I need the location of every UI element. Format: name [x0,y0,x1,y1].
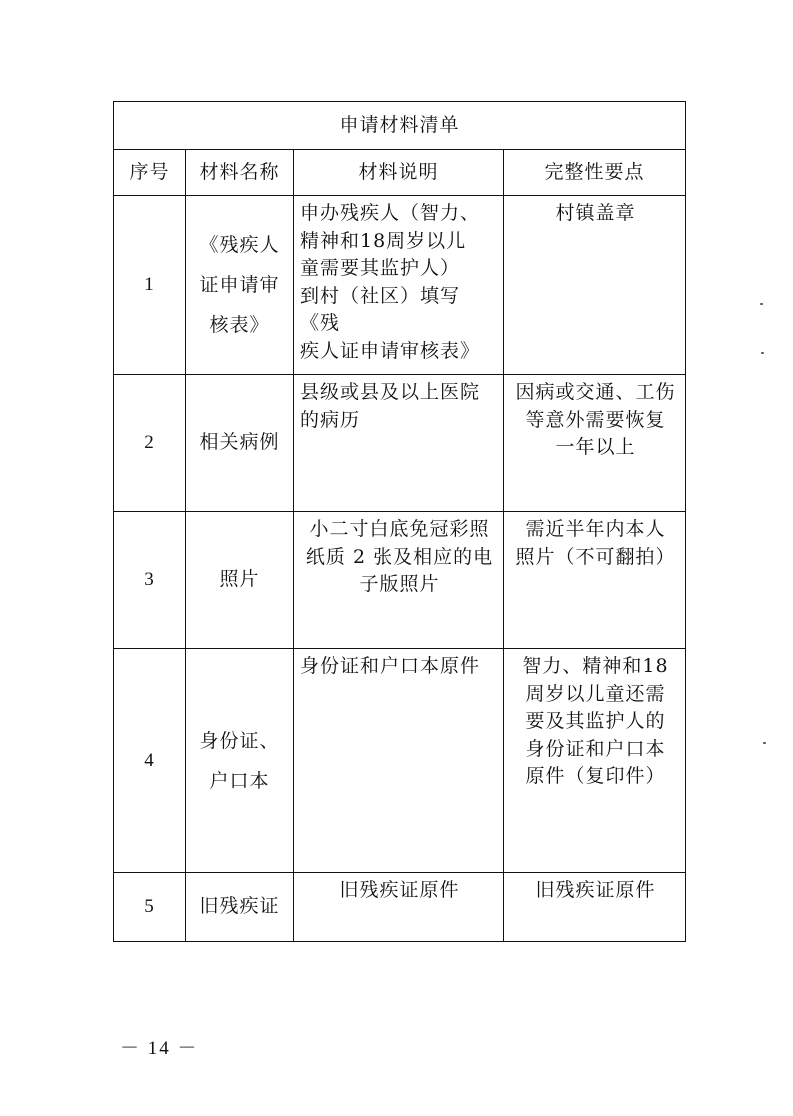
row-number: 4 [114,649,186,873]
completeness-requirement [504,512,686,649]
material-name [186,375,294,512]
materials-table [113,101,686,942]
name-line: 旧残疾证 [199,895,280,918]
req-line: 需近半年内本人 [525,518,666,540]
desc-line: 旧残疾证原件 [339,879,460,901]
req-line: 村镇盖章 [555,202,636,224]
name-line: 户口本 [209,769,270,792]
req-line: 要及其监护人的 [525,710,666,733]
completeness-requirement [504,873,686,942]
scan-mark [761,352,764,354]
completeness-requirement [504,196,686,375]
desc-line: 童需要其监护人） [300,257,461,280]
name-line: 相关病例 [199,431,280,454]
row-number: 5 [114,873,186,942]
table-row [114,649,686,873]
desc-line: 到村（社区）填写《残 [300,284,461,335]
table-row [114,375,686,512]
completeness-requirement [504,375,686,512]
header-cell-requirements: 完整性要点 [504,150,686,196]
name-line: 核表》 [209,314,270,336]
header-cell-name: 材料名称 [186,150,294,196]
table-caption: 申请材料清单 [114,102,686,150]
desc-line: 小二寸白底免冠彩照 [309,518,490,540]
page-number: － 14 － [120,1038,199,1059]
req-line: 旧残疾证原件 [535,879,656,901]
desc-line: 申办残疾人（智力、 [300,202,481,224]
name-line: 证申请审 [199,274,280,296]
table-row [114,196,686,375]
header-cell-description: 材料说明 [294,150,504,196]
req-line: 周岁以儿童还需 [525,682,666,705]
req-line: 照片（不可翻拍） [515,545,676,568]
material-name [186,512,294,649]
row-number: 1 [114,196,186,375]
desc-line: 子版照片 [359,573,440,596]
req-line: 原件（复印件） [525,765,666,788]
desc-line: 疾人证申请审核表》 [300,339,481,362]
material-description [294,649,504,873]
name-line: 《残疾人 [199,234,280,256]
req-line: 智力、精神和18 [522,655,669,677]
table-header-row [114,150,686,196]
scan-mark [760,303,763,305]
row-number: 2 [114,375,186,512]
material-description [294,196,504,375]
material-name [186,649,294,873]
req-line: 身份证和户口本 [525,737,666,760]
row-number: 3 [114,512,186,649]
material-description [294,375,504,512]
table-row [114,512,686,649]
table-row [114,873,686,942]
desc-line: 县级或县及以上医院 [300,381,481,403]
desc-line: 纸质 2 张及相应的电 [305,545,494,568]
completeness-requirement [504,649,686,873]
material-description [294,873,504,942]
desc-line: 的病历 [300,408,361,431]
header-cell-number: 序号 [114,150,186,196]
name-line: 身份证、 [199,729,280,752]
material-name [186,873,294,942]
material-description [294,512,504,649]
desc-line: 身份证和户口本原件 [300,655,481,677]
desc-line: 精神和18周岁以儿 [300,229,467,252]
scan-mark [763,742,766,744]
material-name [186,196,294,375]
req-line: 一年以上 [555,436,636,459]
req-line: 等意外需要恢复 [525,408,666,431]
req-line: 因病或交通、工伤 [515,381,676,403]
name-line: 照片 [219,568,260,591]
table-caption-row [114,102,686,150]
